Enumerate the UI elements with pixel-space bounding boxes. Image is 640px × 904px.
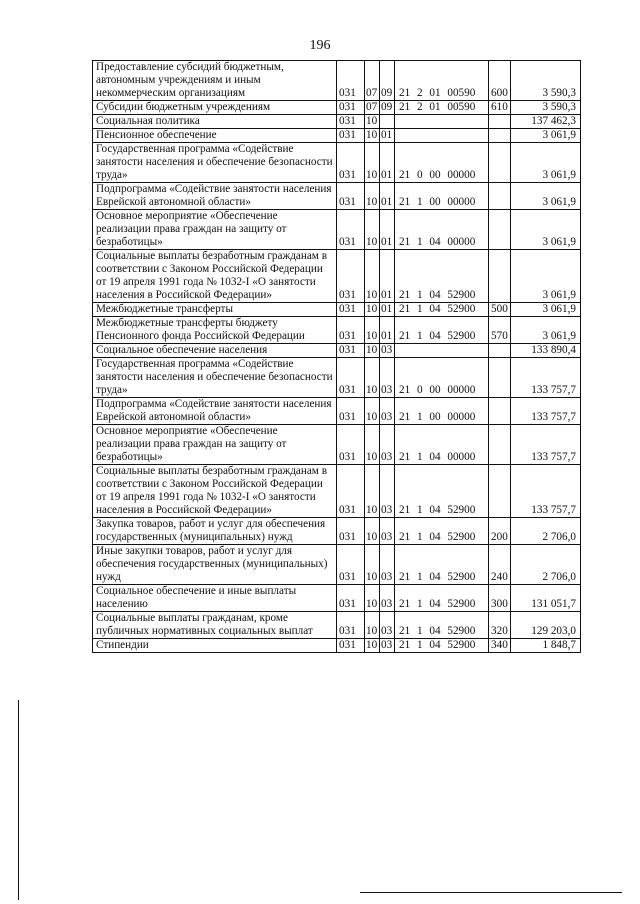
- row-sum: 133 757,7: [511, 425, 581, 465]
- row-grbs: 031: [337, 398, 365, 425]
- row-vr: 300: [489, 585, 511, 612]
- row-rz: 10: [365, 143, 380, 183]
- row-grbs: 031: [337, 143, 365, 183]
- row-vr: [489, 344, 511, 358]
- row-rz: 10: [365, 129, 380, 143]
- row-vr: [489, 210, 511, 250]
- row-sum: 133 757,7: [511, 465, 581, 518]
- row-grbs: 031: [337, 358, 365, 398]
- row-rz: 10: [365, 398, 380, 425]
- row-pr: 03: [380, 612, 395, 639]
- table-row: [93, 612, 581, 639]
- row-vr: [489, 250, 511, 303]
- row-vr: [489, 465, 511, 518]
- row-rz: 07: [365, 61, 380, 101]
- table-row: [93, 545, 581, 585]
- row-rz: 10: [365, 639, 380, 653]
- row-sum: 3 061,9: [511, 317, 581, 344]
- row-csr: 21 0 00 00000: [395, 358, 489, 398]
- row-pr: 03: [380, 358, 395, 398]
- row-rz: 10: [365, 518, 380, 545]
- row-name: Подпрограмма «Содействие занятости населения Еврейской автономной области»: [93, 398, 337, 425]
- row-name: Социальное обеспечение и иные выплаты населению: [93, 585, 337, 612]
- page-number: 196: [309, 38, 331, 53]
- row-grbs: 031: [337, 545, 365, 585]
- row-grbs: 031: [337, 303, 365, 317]
- row-vr: 610: [489, 101, 511, 115]
- row-grbs: 031: [337, 344, 365, 358]
- row-rz: 10: [365, 465, 380, 518]
- row-grbs: 031: [337, 61, 365, 101]
- row-csr: 21 1 04 52900: [395, 317, 489, 344]
- row-csr: 21 1 00 00000: [395, 183, 489, 210]
- row-vr: 600: [489, 61, 511, 101]
- row-vr: [489, 358, 511, 398]
- row-pr: 03: [380, 545, 395, 585]
- signature-line: [360, 892, 622, 893]
- row-sum: 3 061,9: [511, 183, 581, 210]
- row-sum: 133 757,7: [511, 358, 581, 398]
- table-row: [93, 129, 581, 143]
- row-name: Государственная программа «Содействие занятости населения и обеспечение безопасности труда»: [93, 143, 337, 183]
- row-vr: [489, 398, 511, 425]
- row-rz: 07: [365, 101, 380, 115]
- row-pr: 01: [380, 210, 395, 250]
- row-name: Основное мероприятие «Обеспечение реализации права граждан на защиту от безработицы»: [93, 425, 337, 465]
- row-grbs: 031: [337, 465, 365, 518]
- row-rz: 10: [365, 183, 380, 210]
- table-row: [93, 250, 581, 303]
- row-name: Межбюджетные трансферты бюджету Пенсионного фонда Российской Федерации: [93, 317, 337, 344]
- table-row: [93, 344, 581, 358]
- row-vr: [489, 425, 511, 465]
- row-pr: 01: [380, 129, 395, 143]
- row-vr: [489, 115, 511, 129]
- row-name: Социальные выплаты безработным гражданам в соответствии с Законом Российской Федерации от 19 апреля 1991 года № 1032-I «О занятости населения в Российской Федерации»: [93, 250, 337, 303]
- row-sum: 2 706,0: [511, 518, 581, 545]
- row-grbs: 031: [337, 585, 365, 612]
- row-name: Межбюджетные трансферты: [93, 303, 337, 317]
- row-vr: [489, 143, 511, 183]
- scan-edge-line: [18, 700, 19, 900]
- row-sum: 3 061,9: [511, 303, 581, 317]
- row-pr: 01: [380, 183, 395, 210]
- row-pr: 01: [380, 143, 395, 183]
- row-grbs: 031: [337, 101, 365, 115]
- row-pr: 03: [380, 518, 395, 545]
- row-csr: [395, 115, 489, 129]
- table-row: [93, 639, 581, 653]
- row-grbs: 031: [337, 210, 365, 250]
- row-csr: 21 1 04 52900: [395, 465, 489, 518]
- row-name: Государственная программа «Содействие занятости населения и обеспечение безопасности труда»: [93, 358, 337, 398]
- row-pr: 09: [380, 61, 395, 101]
- row-rz: 10: [365, 317, 380, 344]
- row-sum: 133 890,4: [511, 344, 581, 358]
- row-grbs: 031: [337, 639, 365, 653]
- row-name: Пенсионное обеспечение: [93, 129, 337, 143]
- row-rz: 10: [365, 210, 380, 250]
- row-grbs: 031: [337, 425, 365, 465]
- row-rz: 10: [365, 115, 380, 129]
- table-row: [93, 317, 581, 344]
- row-pr: 03: [380, 344, 395, 358]
- row-sum: 131 051,7: [511, 585, 581, 612]
- row-name: Предоставление субсидий бюджетным, автономным учреждениям и иным некоммерческим организациям: [93, 61, 337, 101]
- row-pr: [380, 115, 395, 129]
- table-row: [93, 398, 581, 425]
- row-vr: 340: [489, 639, 511, 653]
- table-row: [93, 358, 581, 398]
- row-sum: 3 061,9: [511, 129, 581, 143]
- table-row: [93, 143, 581, 183]
- row-rz: 10: [365, 344, 380, 358]
- row-sum: 3 590,3: [511, 61, 581, 101]
- row-csr: 21 2 01 00590: [395, 101, 489, 115]
- row-rz: 10: [365, 612, 380, 639]
- row-sum: 137 462,3: [511, 115, 581, 129]
- row-pr: 09: [380, 101, 395, 115]
- row-csr: 21 1 04 52900: [395, 639, 489, 653]
- row-csr: 21 1 04 00000: [395, 425, 489, 465]
- row-name: Закупка товаров, работ и услуг для обеспечения государственных (муниципальных) нужд: [93, 518, 337, 545]
- row-rz: 10: [365, 250, 380, 303]
- row-sum: 133 757,7: [511, 398, 581, 425]
- row-grbs: 031: [337, 518, 365, 545]
- row-grbs: 031: [337, 129, 365, 143]
- row-pr: 03: [380, 465, 395, 518]
- row-vr: [489, 129, 511, 143]
- budget-table: [92, 60, 581, 653]
- row-csr: 21 1 04 52900: [395, 303, 489, 317]
- row-name: Социальное обеспечение населения: [93, 344, 337, 358]
- row-pr: 01: [380, 317, 395, 344]
- row-name: Социальные выплаты гражданам, кроме публичных нормативных социальных выплат: [93, 612, 337, 639]
- row-vr: 200: [489, 518, 511, 545]
- row-sum: 1 848,7: [511, 639, 581, 653]
- row-rz: 10: [365, 545, 380, 585]
- row-csr: 21 1 00 00000: [395, 398, 489, 425]
- row-csr: 21 1 04 52900: [395, 518, 489, 545]
- table-row: [93, 303, 581, 317]
- table-row: [93, 115, 581, 129]
- row-sum: 2 706,0: [511, 545, 581, 585]
- table-row: [93, 585, 581, 612]
- row-pr: 03: [380, 398, 395, 425]
- row-vr: [489, 183, 511, 210]
- row-rz: 10: [365, 358, 380, 398]
- row-pr: 01: [380, 250, 395, 303]
- row-csr: 21 1 04 52900: [395, 612, 489, 639]
- row-csr: 21 1 04 52900: [395, 545, 489, 585]
- row-sum: 129 203,0: [511, 612, 581, 639]
- row-csr: 21 1 04 00000: [395, 210, 489, 250]
- row-csr: 21 1 04 52900: [395, 585, 489, 612]
- table-row: [93, 101, 581, 115]
- row-grbs: 031: [337, 612, 365, 639]
- row-rz: 10: [365, 585, 380, 612]
- row-csr: 21 0 00 00000: [395, 143, 489, 183]
- row-vr: 240: [489, 545, 511, 585]
- row-csr: 21 2 01 00590: [395, 61, 489, 101]
- row-grbs: 031: [337, 250, 365, 303]
- row-sum: 3 590,3: [511, 101, 581, 115]
- row-grbs: 031: [337, 317, 365, 344]
- row-pr: 03: [380, 425, 395, 465]
- row-rz: 10: [365, 303, 380, 317]
- row-csr: [395, 344, 489, 358]
- row-sum: 3 061,9: [511, 210, 581, 250]
- row-csr: [395, 129, 489, 143]
- row-name: Стипендии: [93, 639, 337, 653]
- row-vr: 320: [489, 612, 511, 639]
- row-pr: 03: [380, 585, 395, 612]
- row-vr: 500: [489, 303, 511, 317]
- row-name: Иные закупки товаров, работ и услуг для обеспечения государственных (муниципальных) нужд: [93, 545, 337, 585]
- table-row: [93, 61, 581, 101]
- row-vr: 570: [489, 317, 511, 344]
- row-sum: 3 061,9: [511, 143, 581, 183]
- row-grbs: 031: [337, 115, 365, 129]
- row-name: Социальная политика: [93, 115, 337, 129]
- row-grbs: 031: [337, 183, 365, 210]
- table-row: [93, 518, 581, 545]
- row-name: Основное мероприятие «Обеспечение реализации права граждан на защиту от безработицы»: [93, 210, 337, 250]
- table-row: [93, 465, 581, 518]
- row-pr: 01: [380, 303, 395, 317]
- table-row: [93, 210, 581, 250]
- row-pr: 03: [380, 639, 395, 653]
- table-row: [93, 425, 581, 465]
- row-name: Подпрограмма «Содействие занятости населения Еврейской автономной области»: [93, 183, 337, 210]
- row-name: Социальные выплаты безработным гражданам в соответствии с Законом Российской Федерации от 19 апреля 1991 года № 1032-I «О занятости населения в Российской Федерации»: [93, 465, 337, 518]
- row-name: Субсидии бюджетным учреждениям: [93, 101, 337, 115]
- row-rz: 10: [365, 425, 380, 465]
- row-csr: 21 1 04 52900: [395, 250, 489, 303]
- table-row: [93, 183, 581, 210]
- row-sum: 3 061,9: [511, 250, 581, 303]
